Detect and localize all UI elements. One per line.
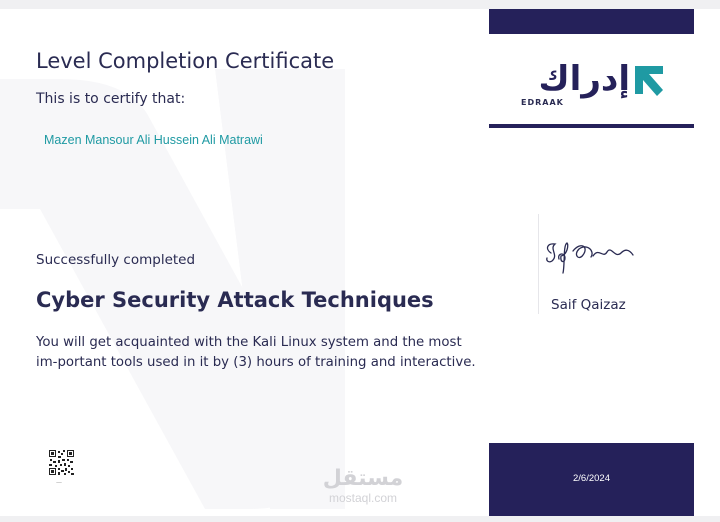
- footer-bar: [489, 443, 694, 516]
- recipient-name: Mazen Mansour Ali Hussein Ali Matrawi: [44, 133, 263, 147]
- course-title: Cyber Security Attack Techniques: [36, 288, 434, 312]
- signature-divider: [538, 214, 539, 314]
- certificate-title: Level Completion Certificate: [36, 49, 335, 73]
- logo-latin-text: EDRAAK: [521, 98, 564, 107]
- arrow-up-left-icon: [632, 63, 666, 99]
- mostaql-watermark: [318, 467, 408, 505]
- signer-name: Saif Qaizaz: [551, 297, 626, 313]
- certify-text: This is to certify that:: [36, 91, 186, 107]
- logo-underline: [489, 124, 694, 128]
- course-description: You will get acquainted with the Kali Linux system and the most im-portant tools used in it by (3) hours of training and interactive.: [36, 335, 476, 370]
- logo-arabic-text: إدراك: [538, 59, 630, 99]
- qr-caption: —: [56, 479, 62, 486]
- watermark-latin: mostaql.com: [328, 491, 398, 505]
- watermark-arabic: مستقل: [322, 466, 404, 491]
- certificate-page: [0, 9, 720, 516]
- qr-code[interactable]: [49, 450, 74, 475]
- issue-date: 2/6/2024: [573, 473, 610, 484]
- signature-image: [543, 235, 638, 283]
- top-brand-bar: [489, 9, 694, 34]
- completed-label: Successfully completed: [36, 252, 196, 268]
